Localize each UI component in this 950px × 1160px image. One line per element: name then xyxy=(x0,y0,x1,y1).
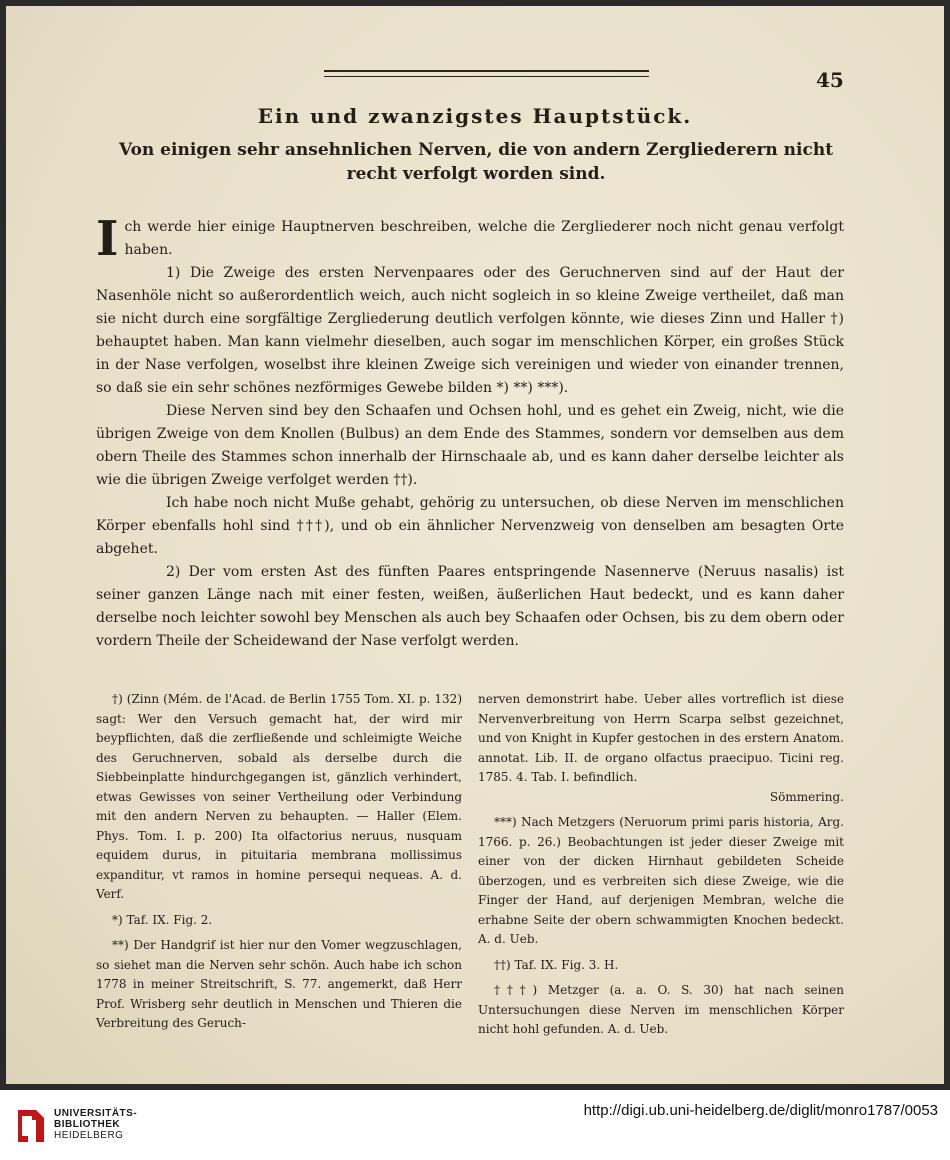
footnote: *) Taf. IX. Fig. 2. xyxy=(112,912,213,927)
footnote: †) (Zinn (Mém. de l'Acad. de Berlin 1755 Tom. XI. p. 132) sagt: Wer den Versuch gemacht hat, der wird mir beypflichten, daß die zerfließende und schleimigte Weiche des Geruchnerven, sobald als derselbe durch die Siebbeinplatte hindurchgegangen ist, gänzlich verhindert, etwas Gewisses von seiner Vertheilung oder Verbindung mit den andern Nerven zu behaupten. — Haller (Elem. Phys. Tom. I. p. 200) Ita olfactorius neruus, nusquam equidem durus, in pituitaria membrana mollissimus expanditur, vt ramos in homine persequi nequeas. A. d. Verf. xyxy=(96,692,462,901)
footnote-signature: Sömmering. xyxy=(769,789,844,804)
page-number: 45 xyxy=(816,68,844,92)
intro-paragraph xyxy=(96,211,844,267)
footnote: ***) Nach Metzgers (Neruorum primi paris historia, Arg. 1766. p. 26.) Beobachtungen ist jeder dieser Zweige mit einer von der dicken Hirnhaut gebildeten Scheide überzogen, und es verbreiten sich diese Zweige, wie die Finger der Hand, auf derjenigen Membran, welche die erhabne Seite der obern schwammigten Knochen bedeckt. A. d. Ueb. xyxy=(478,815,844,946)
footnote-continuation: nerven demonstrirt habe. Ueber alles vortreflich ist diese Nervenverbreitung von Herrn Scarpa selbst gezeichnet, und von Knight in Kupfer gestochen in des erstern Anatom. annotat. Lib. II. de organo olfactus praecipuo. Ticini reg. 1785. 4. Tab. I. befindlich. Sömmering. xyxy=(478,690,844,807)
intro-text: ch werde hier einige Hauptnerven beschreiben, welche die Zergliederer noch nicht genau verfolgt haben. xyxy=(124,219,844,258)
header-rule xyxy=(324,70,649,72)
footer-bar xyxy=(0,1090,950,1160)
footnote: †††) Metzger (a. a. O. S. 30) hat nach seinen Untersuchungen diese Nerven im menschlichen Körper nicht hohl gefunden. A. d. Ueb. xyxy=(478,983,844,1036)
paragraph-3: Ich habe noch nicht Muße gehabt, gehörig zu untersuchen, ob diese Nerven im menschlichen Körper ebenfalls hohl sind †††), und ob ein ähnlicher Nervenzweig von denselben am besagten Orte abgehet. xyxy=(96,495,844,557)
footnotes-left-column xyxy=(96,690,462,1040)
header-rule-thin xyxy=(324,76,649,77)
chapter-subtitle: Von einigen sehr ansehnlichen Nerven, die von andern Zergliederern nicht recht verfolgt worden sind. xyxy=(118,140,834,184)
paragraph-4: 2) Der vom ersten Ast des fünften Paares entspringende Nasennerve (Neruus nasalis) ist seiner ganzen Länge nach mit einer festen, weißen, äußerlichen Haut bedeckt, und es kann daher derselbe noch leichter sowohl bey Menschen als auch bey Schaafen oder Ochsen, bis zu dem obern oder vordern Theile der Scheidewand der Nase verfolgt werden. xyxy=(96,564,844,649)
paragraph-1: 1) Die Zweige des ersten Nervenpaares oder des Geruchnerven sind auf der Haut der Nasenhöle nicht so außerordentlich weich, auch nicht sogleich in so kleine Zweige vertheilet, daß man sie nicht durch eine sorgfältige Zergliederung deutlich verfolgen könnte, wie dieses Zinn und Haller †) behauptet haben. Man kann vielmehr dieselben, auch sogar im menschlichen Körper, ein großes Stück in der Nase verfolgen, woselbst ihre kleinen Zweige sich vereinigen und wieder von einander trennen, so daß sie ein sehr schönes nezförmiges Gewebe bilden *) **) ***). xyxy=(96,265,844,396)
permalink-url[interactable]: http://digi.ub.uni-heidelberg.de/diglit/monro1787/0053 xyxy=(583,1102,938,1119)
footnote: **) Der Handgrif ist hier nur den Vomer wegzuschlagen, so siehet man die Nerven sehr schön. Auch habe ich schon 1778 in meiner Streitschrift, S. 77. angemerkt, daß Herr Prof. Wrisberg sehr deutlich in Menschen und Thieren die Verbreitung des Geruch- xyxy=(96,938,462,1030)
paragraph-2: Diese Nerven sind bey den Schaafen und Ochsen hohl, und es gehet ein Zweig, nicht, wie die übrigen Zweige von dem Knollen (Bulbus) an dem Ende des Stammes, sondern vor demselben aus dem obern Theile des Stammes schon innerhalb der Hirnschaale ab, und es kann daher derselbe leichter als wie die übrigen Zweige verfolget werden ††). xyxy=(96,403,844,488)
footnote: ††) Taf. IX. Fig. 3. H. xyxy=(494,957,619,972)
university-library-logo-icon xyxy=(14,1106,48,1146)
library-name: UNIVERSITÄTS- BIBLIOTHEK HEIDELBERG xyxy=(54,1108,138,1141)
footnotes-right-column xyxy=(478,690,844,1046)
book-page xyxy=(6,6,944,1084)
main-text xyxy=(96,211,844,653)
drop-cap: I xyxy=(96,211,119,267)
chapter-title: Ein und zwanzigstes Hauptstück. xyxy=(257,104,693,128)
